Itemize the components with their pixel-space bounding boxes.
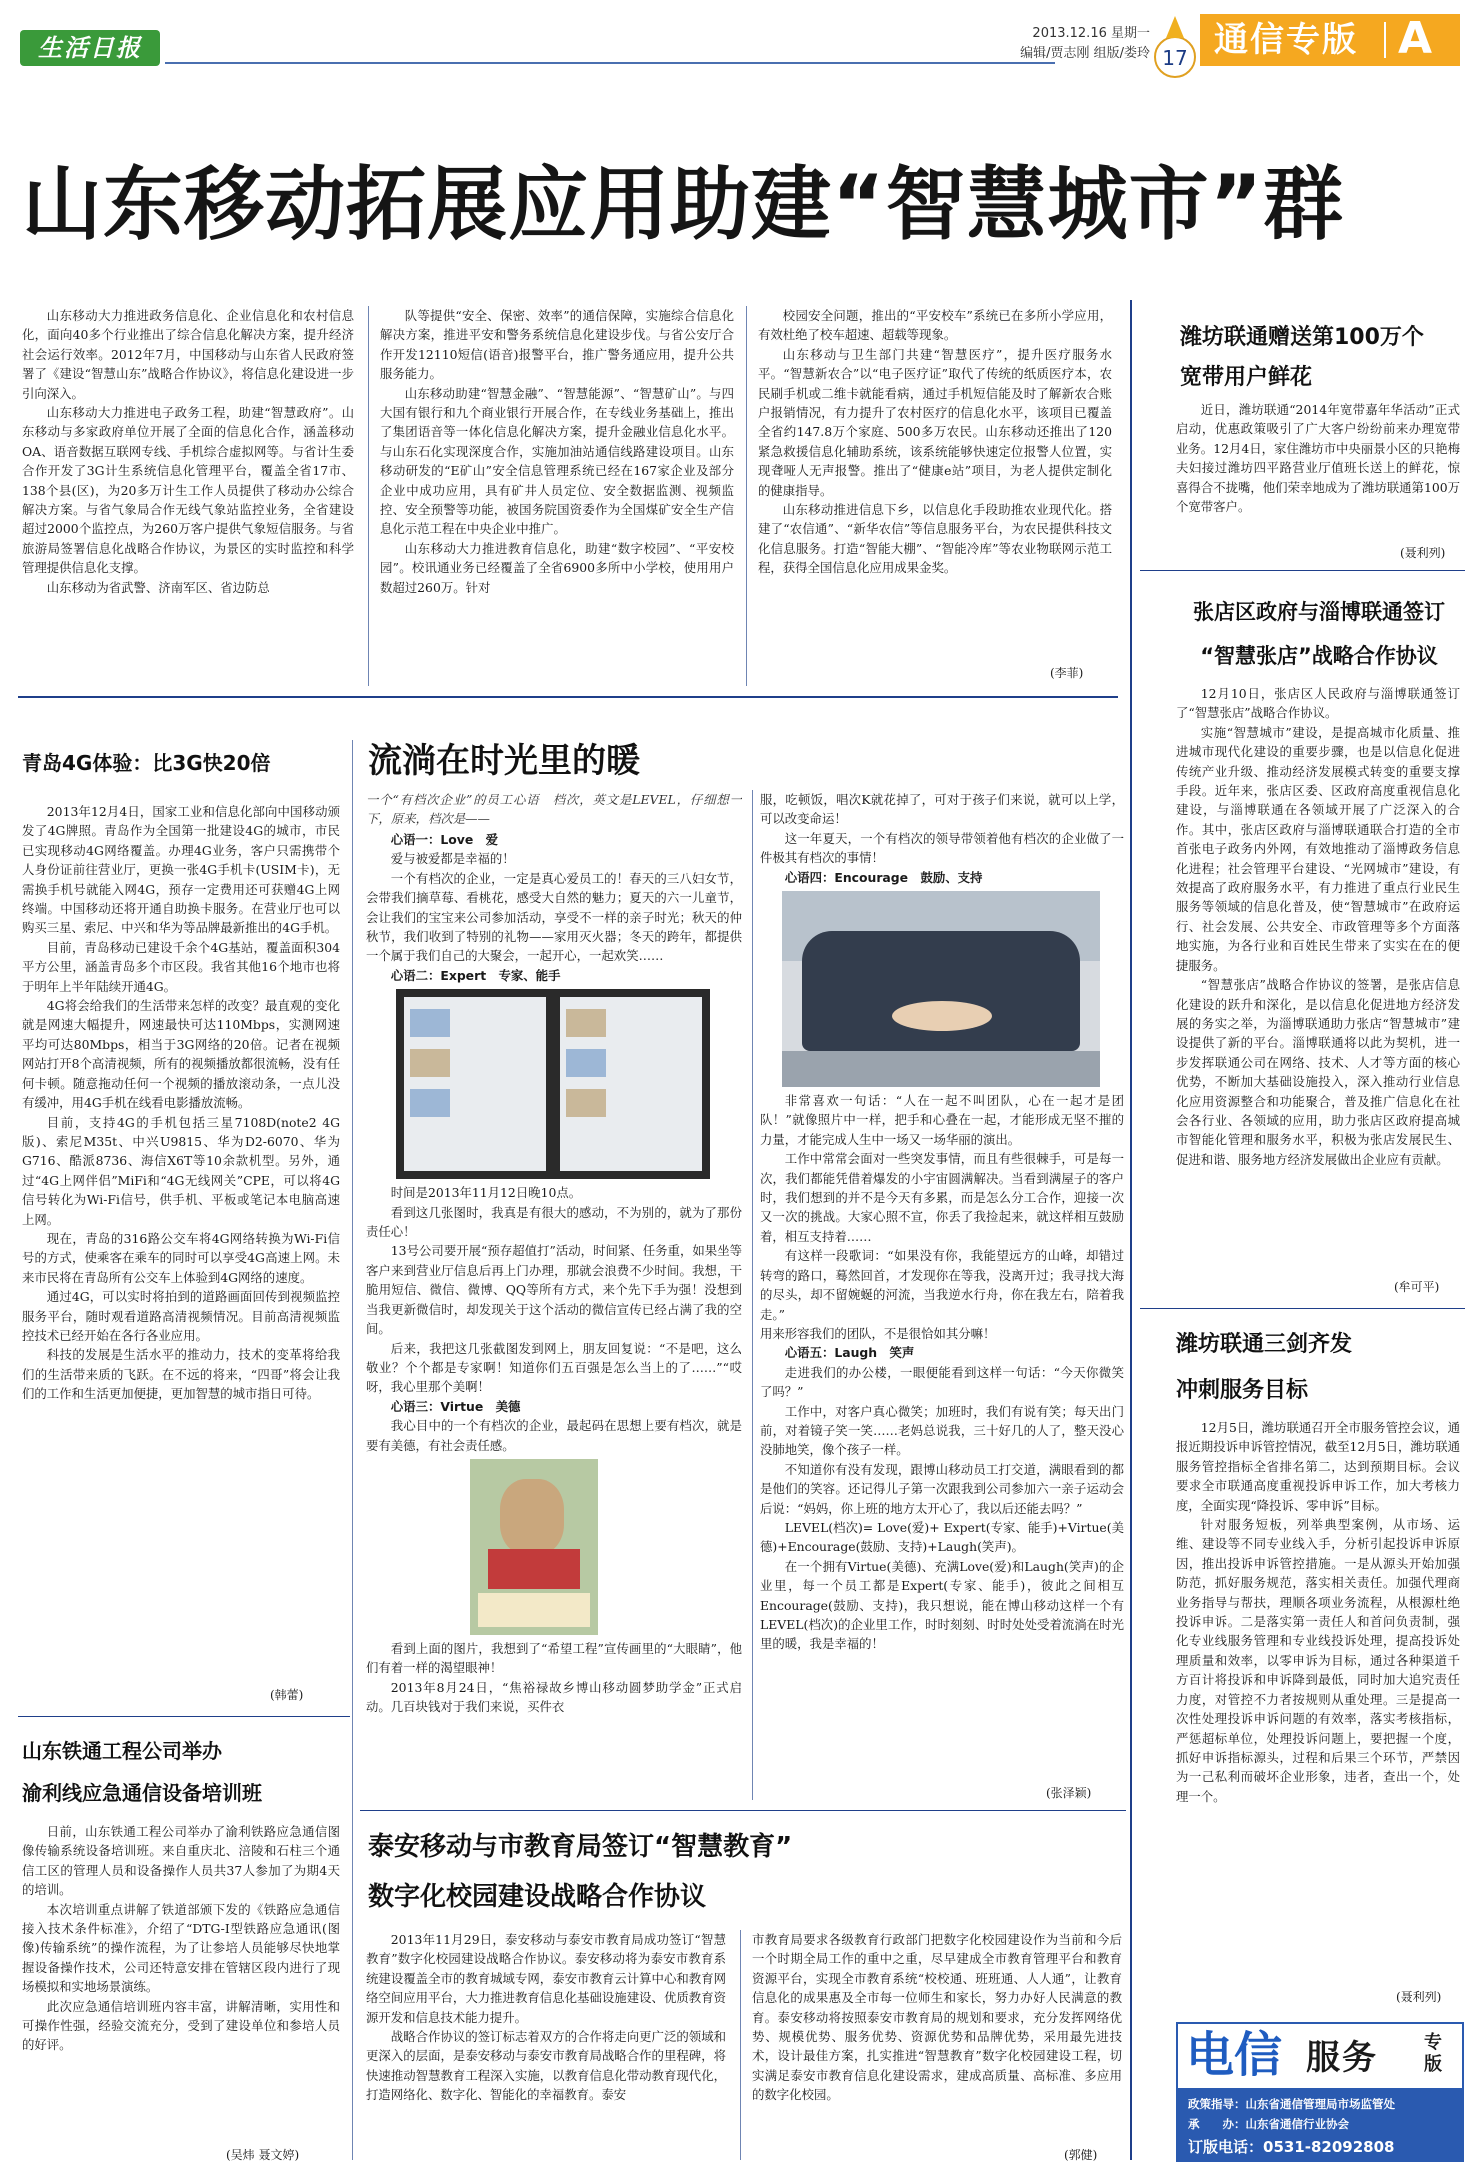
lead-col1-para: 山东移动为省武警、济南军区、省边防总 bbox=[46, 579, 270, 595]
brand-name: 生活日报 bbox=[38, 34, 142, 62]
feature-subhead: 心语一：Love 爱 bbox=[390, 832, 499, 847]
feature-para: 13号公司要开展“预存超值打”活动，时间紧、任务重，如果坐等客户来到营业厅信息后再上门办理，那就会浪费不少时间。我想，干脆用短信、微信、微博、QQ等所有方式，来个先下手为强！没想到当我更新微信时，却发现关于这个活动的微信宣传已经占满了我的空间。 bbox=[366, 1243, 742, 1337]
feature-para: 不知道你有没有发现，跟博山移动员工打交道，满眼看到的都是他们的笑容。还记得儿子第一次跟我到公司参加六一亲子运动会后说：“妈妈，你上班的地方太开心了，我以后还能去吗？” bbox=[760, 1461, 1124, 1516]
ad-line1: 政策指导：山东省通信管理局市场监管处 bbox=[1188, 2097, 1395, 2111]
feature-para: 服，吃顿饭，唱次K就花掉了，可对于孩子们来说，就可以上学，可以改变命运！ bbox=[760, 792, 1124, 827]
ad-title-small: 专版 bbox=[1424, 2032, 1442, 2075]
sidebar2-title-line: 张店区政府与淄博联通签订 bbox=[1193, 600, 1445, 624]
taian-para: 2013年11月29日，泰安移动与泰安市教育局成功签订“智慧教育”数字化校园建设战略合作协议。泰安移动将为泰安市教育系统建设覆盖全市的教育城域专网，泰安市教育云计算中心和教育网络空间应用平台，大力推进教育信息化基础设施建设、优质教育资源开发和信息技术能力提升。 bbox=[366, 1932, 726, 2025]
ad-line3: 订版电话：0531-82092808 bbox=[1188, 2138, 1395, 2156]
taian-col2 bbox=[752, 1930, 1122, 2146]
column-rule bbox=[368, 306, 369, 686]
lead-col2-para: 队等提供“安全、保密、效率”的通信保障，实施综合信息化解决方案，推进平安和警务系统信息化建设步伐。与省公安厅合作开发12110短信(语音)报警平台，推广警务通应用，提升公共服务能力。 bbox=[380, 308, 734, 382]
phone-screenshots-photo bbox=[396, 989, 710, 1179]
feature-subhead: 心语四：Encourage 鼓励、支持 bbox=[784, 869, 983, 885]
sidebar-divider bbox=[1140, 1308, 1465, 1309]
page-headline: 山东移动拓展应用助建“智慧城市”群 bbox=[22, 158, 1345, 251]
railway-title-line: 渝利线应急通信设备培训班 bbox=[22, 1781, 262, 1805]
ad-line2: 承 办：山东省通信行业协会 bbox=[1188, 2117, 1349, 2131]
ad-title-mid: 服务 bbox=[1306, 2038, 1378, 2078]
sidebar3-title bbox=[1176, 1322, 1456, 1414]
qingdao-para: 目前，支持4G的手机包括三星7108D(note2 4G版)、索尼M35t、中兴U9815、华为D2-6070、华为G716、酷派8736、海信X6T等10余款机型。另外，通过“4G上网伴侣”MiFi和“4G无线网关”CPE，可以将4G信号转化为Wi-Fi信号，供手机、平板或笔记本电脑高速上网。 bbox=[22, 1114, 340, 1227]
sidebar3-byline: (聂利列) bbox=[1396, 1990, 1442, 2004]
feature-subhead: 心语二：Expert 专家、能手 bbox=[390, 967, 561, 983]
feature-para: 有这样一段歌词：“如果没有你，我能望远方的山峰，却错过转弯的路口，蓦然回首，才发现你在等我，没离开过；我寻找大海的尽头，却不留婉蜒的河流，当我逆水行舟，你在我左右，陪着我走。” bbox=[760, 1248, 1124, 1322]
feature-para: 用来形容我们的团队，不是很恰如其分嘛！ bbox=[760, 1325, 996, 1341]
section-rule bbox=[18, 1716, 350, 1717]
taian-para: 战略合作协议的签订标志着双方的合作将走向更广泛的领域和更深入的层面，是泰安移动与泰安市教育局战略合作的里程碑，将快速推动智慧教育工程深入实施，以教育信息化带动教育现代化，打造网络化、数字化、智能化的幸福教育。泰安 bbox=[366, 2029, 726, 2103]
qingdao-para: 4G将会给我们的生活带来怎样的改变？最直观的变化就是网速大幅提升，网速最快可达110Mbps，实测网速平均可达80Mbps，相当于3G网络的20倍。记者在视频网站打开8个高清视频，所有的视频播放都很流畅，没有任何卡顿。随意拖动任何一个视频的播放滚动条，一点儿没有缓冲，用4G手机在线看电影播放流畅。 bbox=[22, 998, 340, 1111]
lead-article-col1 bbox=[22, 306, 354, 686]
sidebar3-para: 12月5日，潍坊联通召开全市服务管控会议，通报近期投诉申诉管控情况，截至12月5日，潍坊联通服务管控指标全省排名第二，达到预期目标。会议要求全市联通高度重视投诉申诉工作，加大考核力度，全面实现“降投诉、零申诉”目标。 bbox=[1176, 1420, 1460, 1513]
railway-body bbox=[22, 1822, 340, 2140]
feature-title: 流淌在时光里的暖 bbox=[368, 741, 640, 781]
qingdao-para: 2013年12月4日，国家工业和信息化部向中国移动颁发了4G牌照。青岛作为全国第一批建设4G的城市，市民已实现移动4G网络覆盖。办理4G业务，客户只需携带个人身份证前往营业厅，更换一张4G手机卡(USIM卡)，无需换手机号就能入网4G，预存一定费用还可获赠4G上网终端。中国移动还将开通自助换卡服务。在营业厅也可以购买三星、索尼、中兴和华为等品牌最新推出的4G手机。 bbox=[22, 804, 340, 936]
taian-col1 bbox=[366, 1930, 726, 2166]
qingdao-para: 通过4G，可以实时将拍到的道路画面回传到视频监控服务平台，随时观看道路高清视频情况。目前高清视频监控技术已经开始在各行各业应用。 bbox=[22, 1289, 340, 1343]
sidebar3-body bbox=[1176, 1418, 1460, 1990]
taian-title-line: 泰安移动与市教育局签订“智慧教育” bbox=[368, 1832, 793, 1862]
qingdao-title: 青岛4G体验：比3G快20倍 bbox=[22, 751, 271, 775]
lead-article-col2 bbox=[380, 306, 734, 686]
lead-col3-para: 山东移动推进信息下乡，以信息化手段助推农业现代化。搭建了“农信通”、“新华农信”等信息服务平台，为农民提供科技文化信息服务。打造“智能大棚”、“智能冷库”等农业物联网示范工程，获得全国信息化应用成果金奖。 bbox=[758, 502, 1112, 576]
qingdao-byline: (韩蕾) bbox=[270, 1688, 304, 1702]
feature-para: 2013年8月24日，“焦裕禄故乡博山移动圆梦助学金”正式启动。几百块钱对于我们来说，买件衣 bbox=[366, 1679, 742, 1715]
student-poster-photo bbox=[470, 1459, 598, 1635]
sidebar2-byline: (牟可平) bbox=[1394, 1280, 1440, 1294]
taian-para: 市教育局要求各级教育行政部门把数字化校园建设作为当前和今后一个时期全局工作的重中之重，尽早建成全市教育管理平台和教育资源平台，实现全市教育系统“校校通、班班通、人人通”，让教育信息化的成果惠及全市每一位师生和家长，努力办好人民满意的教育。泰安移动将按照泰安市教育局的规划和要求，充分发挥网络优势、规模优势、服务优势、资源优势和品牌优势，采用最先进技术，设计最佳方案，扎实推进“智慧教育”数字化校园建设工程，切实满足泰安市教育信息化建设需求，建成高质量、高标准、多应用的数字化校园。 bbox=[752, 1932, 1122, 2103]
sidebar1-title-line: 宽带用户鲜花 bbox=[1180, 365, 1313, 390]
sidebar3-title-line: 潍坊联通三剑齐发 bbox=[1176, 1332, 1353, 1357]
feature-intro: 一个“有档次企业”的员工心语 档次，英文是LEVEL，仔细想一下，原来，档次是—— bbox=[366, 792, 742, 827]
section-banner bbox=[1200, 14, 1460, 66]
drop-icon bbox=[1166, 16, 1184, 38]
sidebar1-body bbox=[1176, 400, 1460, 540]
feature-para: 我心目中的一个有档次的企业，最起码在思想上要有档次，就是要有美德，有社会责任感。 bbox=[366, 1418, 742, 1453]
sidebar1-title-line: 潍坊联通赠送第100万个 bbox=[1180, 325, 1424, 350]
feature-para: 爱与被爱都是幸福的！ bbox=[390, 851, 515, 867]
feature-byline: (张泽颖) bbox=[1046, 1786, 1092, 1800]
brand-logo bbox=[20, 30, 160, 66]
lead-col3-para: 校园安全问题，推出的“平安校车”系统已在多所小学应用，有效杜绝了校车超速、超载等现象。 bbox=[758, 308, 1112, 343]
sidebar2-body bbox=[1176, 684, 1460, 1272]
telecom-ad-box bbox=[1176, 2022, 1464, 2162]
sidebar2-para: 实施“智慧城市”建设，是提高城市化质量、推进城市现代化建设的重要步骤，也是以信息化促进传统产业升级、推动经济发展模式转变的重要支撑手段。近年来，张店区委、区政府高度重视信息化建设，与淄博联通在各领域开展了广泛深入的合作。其中，张店区政府与淄博联通联合打造的全市首张电子政务内外网，有效地推动了淄博政务信息化进程；社会管理平台建设、“光网城市”建设，有效提高了政府服务水平，有力推进了重点行业民生服务等领域的信息化普及，使“智慧城市”在政府运行、社会发展、公共安全、市政管理等多个方面落地实施，为各行业和百姓民生带来了实实在在的便捷服务。 bbox=[1176, 724, 1460, 973]
feature-para: 看到上面的图片，我想到了“希望工程”宣传画里的“大眼睛”，他们有着一样的渴望眼神！ bbox=[366, 1640, 742, 1676]
railway-title-line: 山东铁通工程公司举办 bbox=[22, 1739, 222, 1763]
sidebar2-para: 12月10日，张店区人民政府与淄博联通签订了“智慧张店”战略合作协议。 bbox=[1176, 686, 1460, 721]
feature-para: 工作中常常会面对一些突发事情，而且有些很棘手，可是每一次，我们都能凭借着爆发的小宇宙圆满解决。当看到满屋子的客户时，我们想到的并不是今天有多累，而是怎么分工合作，迎接一次又一次的挑战。大家心照不宣，你丢了我捡起来，就这样相互鼓励着，相互支持着…… bbox=[760, 1151, 1124, 1244]
feature-subhead: 心语三：Virtue 美德 bbox=[390, 1398, 521, 1414]
feature-para: 看到这几张图时，我真是有很大的感动，不为别的，就为了那份责任心！ bbox=[366, 1204, 742, 1240]
feature-subhead: 心语五：Laugh 笑声 bbox=[784, 1345, 915, 1361]
feature-para: 后来，我把这几张截图发到网上，朋友回复说：“不是吧，这么敬业？个个都是专家啊！知道你们五百强是怎么当上的了……”“哎呀，我心里那个美啊！ bbox=[366, 1340, 742, 1395]
qingdao-para: 现在，青岛的316路公交车将4G网络转换为Wi-Fi信号的方式，使乘客在乘车的同时可以享受4G高速上网。未来市民将在青岛所有公交车上体验到4G网络的速度。 bbox=[22, 1230, 340, 1285]
feature-para: 非常喜欢一句话：“人在一起不叫团队，心在一起才是团队！”就像照片中一样，把手和心叠在一起，才能形成无坚不摧的力量，才能完成人生中一场又一场华丽的演出。 bbox=[760, 1093, 1124, 1147]
sidebar-rule bbox=[1130, 300, 1132, 2160]
feature-para: 走进我们的办公楼，一眼便能看到这样一句话：“今天你微笑了吗？” bbox=[760, 1364, 1124, 1400]
feature-para: LEVEL(档次)= Love(爱)+ Expert(专家、能手)+Virtue(美德)+Encourage(鼓励、支持)+Laugh(笑声)。 bbox=[760, 1519, 1124, 1555]
team-photo bbox=[782, 891, 1100, 1087]
sidebar2-title-line: “智慧张店”战略合作协议 bbox=[1200, 644, 1438, 668]
feature-col2 bbox=[760, 790, 1124, 1780]
taian-title-line: 数字化校园建设战略合作协议 bbox=[368, 1882, 707, 1912]
lead-byline: (李菲) bbox=[1050, 666, 1084, 680]
sidebar2-para: “智慧张店”战略合作协议的签署，是张店信息化建设的跃升和深化，是以信息化促进地方经济发展的务实之举，为淄博联通助力张店“智慧城市”建设提供了新的平台。淄博联通将以此为契机，进一步发挥联通公司在网络、技术、人才等方面的核心优势，不断加大基础设施投入，深入推动行业信息化应用资源整合和功能聚合，普及推广信息化在社会各行业、各领域的应用，助力张店区政府提高城市智能化管理和服务水平，积极为张店发展民生、促进和谐、服务地方经济发展做出企业应有贡献。 bbox=[1176, 977, 1460, 1167]
editor-line: 编辑/贾志刚 组版/娄玲 bbox=[1020, 46, 1150, 61]
qingdao-para: 科技的发展是生活水平的推动力，技术的变革将给我们的生活带来质的飞跃。在不远的将来，“四哥”将会让我们的工作和生活更加便捷，更加智慧的城市指日可待。 bbox=[22, 1347, 340, 1402]
sidebar1-para: 近日，潍坊联通“2014年宽带嘉年华活动”正式启动，优惠政策吸引了广大客户纷纷前来办理宽带业务。12月4日，家住潍坊市中央丽景小区的只艳梅夫妇接过潍坊四平路营业厅值班长送上的鲜花，惊喜得合不拢嘴，他们荣幸地成为了潍坊联通第100万个宽带客户。 bbox=[1176, 402, 1460, 515]
sidebar3-para: 针对服务短板，列举典型案例，从市场、运维、建设等不同专业线入手，分析引起投诉申诉原因，推出投诉申诉管控措施。一是从源头开始加强防范，抓好服务规范，落实相关责任。加强代理商业务指导与帮扶，理顺各项业务流程，从根源杜绝投诉申诉。二是落实第一责任人和首问负责制，强化专业线服务管理和专业线投诉处理，提高投诉处理质量和效率，以零申诉为目标，通过各种渠道千方百计将投诉和申诉降到最低，同时加大追究责任力度，对管控不力者按规则从重处理。三是提高一次性处理投诉申诉问题的有效率，落实考核指标，严惩超标单位，处理投诉问题上，要把握一个度，抓好申诉指标源头，过程和后果三个环节，严禁因为一己私利而破坏企业形象，违者，查出一个，处理一个。 bbox=[1176, 1517, 1460, 1804]
page-number: 17 bbox=[1162, 46, 1188, 70]
feature-para: 时间是2013年11月12日晚10点。 bbox=[390, 1185, 582, 1201]
column-rule bbox=[752, 790, 753, 1800]
date-line: 2013.12.16 星期一 bbox=[1032, 26, 1150, 41]
lead-article-col3 bbox=[758, 306, 1112, 666]
lead-col2-para: 山东移动大力推进教育信息化，助建“数字校园”、“平安校园”。校讯通业务已经覆盖了全省6900多所中小学校，使用用户数超过260万。针对 bbox=[380, 540, 734, 595]
section-title: 通信专版 bbox=[1214, 20, 1358, 60]
lead-col1-para: 山东移动大力推进政务信息化、企业信息化和农村信息化，面向40多个行业推出了综合信息化解决方案，提升经济社会运行效率。2012年7月，中国移动与山东省人民政府签署了《建设“智慧山东”战略合作协议》，将信息化建设进一步引向深入。 bbox=[22, 308, 354, 401]
masthead-rule bbox=[165, 62, 1055, 64]
sidebar3-title-line: 冲刺服务目标 bbox=[1176, 1378, 1309, 1403]
feature-para: 这一年夏天，一个有档次的领导带领着他有档次的企业做了一件极其有档次的事情！ bbox=[760, 830, 1124, 866]
sidebar1-title bbox=[1180, 318, 1460, 398]
sidebar2-title bbox=[1174, 590, 1464, 678]
column-rule bbox=[352, 740, 353, 2160]
section-rule bbox=[18, 696, 1118, 698]
railway-para: 本次培训重点讲解了铁道部颁下发的《铁路应急通信接入技术条件标准》，介绍了“DTG-I型铁路应急通讯(图像)传输系统”的操作流程，为了让参培人员能够尽快地掌握设备操作技术，公司还特意安排在管辖区段内进行了现场模拟和实地场景演练。 bbox=[22, 1901, 340, 1995]
feature-para: 一个有档次的企业，一定是真心爱员工的！春天的三八妇女节，会带我们摘草莓、看桃花，感受大自然的魅力；夏天的六一儿童节，会让我们的宝宝来公司参加活动，享受不一样的亲子时光；秋天的仲秋节，我们收到了特别的礼物——家用灭火器；冬天的跨年，都提供一个属于我们自己的大聚会，一起开心，一起欢笑…… bbox=[366, 870, 742, 964]
masthead bbox=[0, 0, 1475, 80]
feature-para: 在一个拥有Virtue(美德)、充满Love(爱)和Laugh(笑声)的企业里，每一个员工都是Expert(专家、能手)，彼此之间相互Encourage(鼓励、支持)，我只想说，能在博山移动这样一个有LEVEL(档次)的企业里工作，时时刻刻、时时处处受着流淌在时光里的暖，我是幸福的！ bbox=[760, 1558, 1124, 1652]
section-divider bbox=[1384, 22, 1386, 58]
railway-byline: (吴炜 聂文婷) bbox=[226, 2148, 300, 2162]
sidebar-divider bbox=[1140, 570, 1465, 571]
railway-para: 日前，山东铁通工程公司举办了渝利铁路应急通信图像传输系统设备培训班。来自重庆北、涪陵和石柱三个通信工区的管理人员和设备操作人员共37人参加了为期4天的培训。 bbox=[22, 1824, 340, 1898]
feature-col1 bbox=[366, 830, 742, 1806]
railway-title bbox=[22, 1730, 342, 1814]
column-rule bbox=[746, 306, 747, 686]
taian-title bbox=[368, 1822, 1128, 1922]
ad-title-big: 电信 bbox=[1186, 2027, 1283, 2083]
lead-col1-para: 山东移动大力推进电子政务工程，助建“智慧政府”。山东移动与多家政府单位开展了全面的信息化合作，涵盖移动OA、语音数据互联网专线、手机综合虚拟网等。与省计生委合作开发了3G计生系统信息化管理平台，覆盖全省17市、138个县(区)，为20多万计生工作人员提供了移动办公综合解决方案。与省气象局合作无线气象站监控业务，全省建设超过2000个监控点，为260万客户提供气象短信服务。与省旅游局签署信息化战略合作协议，为景区的实时监控和科学管理提供信息化支撑。 bbox=[22, 405, 354, 576]
railway-para: 此次应急通信培训班内容丰富，讲解清晰，实用性和可操作性强，经验交流充分，受到了建设单位和参培人员的好评。 bbox=[22, 1998, 340, 2053]
section-rule bbox=[360, 1810, 1126, 1811]
sidebar1-byline: (聂利列) bbox=[1400, 546, 1446, 560]
feature-para: 工作中，对客户真心微笑；加班时，我们有说有笑；每天出门前，对着镜子笑一笑……老妈总说我，三十好几的人了，整天没心没肺地笑，像个孩子一样。 bbox=[760, 1403, 1124, 1458]
lead-col2-para: 山东移动助建“智慧金融”、“智慧能源”、“智慧矿山”。与四大国有银行和九个商业银行开展合作，在专线业务基础上，推出了集团语音等一体化信息化解决方案，提升金融业信息化水平。与山东石化实现深度合作，实施加油站通信线路建设项目。山东移动研发的“E矿山”安全信息管理系统已经在167家企业及部分企业中成功应用，具有矿井人员定位、安全数据监测、视频监控、安全预警等功能，被国务院国资委作为全国煤矿安全生产信息化示范工程在中央企业中推广。 bbox=[380, 385, 734, 537]
lead-col3-para: 山东移动与卫生部门共建“智慧医疗”，提升医疗服务水平。“智慧新农合”以“电子医疗证”取代了传统的纸质医疗本，农民刷手机或二维卡就能看病，通过手机短信能及时了解新农合账户报销情况，有力提升了农村医疗的信息化水平，该项目已覆盖全省约147.8万个家庭、500多万农民。山东移动还推出了120紧急救援信息化辅助系统，该系统能够快速定位报警人位置，实现聋哑人无声报警。推出了“健康e站”项目，为老人提供定制化的健康指导。 bbox=[758, 346, 1112, 498]
column-rule bbox=[740, 1930, 741, 2160]
qingdao-body bbox=[22, 802, 340, 1682]
taian-byline: (郭健) bbox=[1064, 2148, 1098, 2162]
section-letter: A bbox=[1398, 13, 1433, 64]
qingdao-para: 目前，青岛移动已建设千余个4G基站，覆盖面积304平方公里，涵盖青岛多个市区段。我省其他16个地市也将于明年上半年陆续开通4G。 bbox=[22, 939, 340, 994]
